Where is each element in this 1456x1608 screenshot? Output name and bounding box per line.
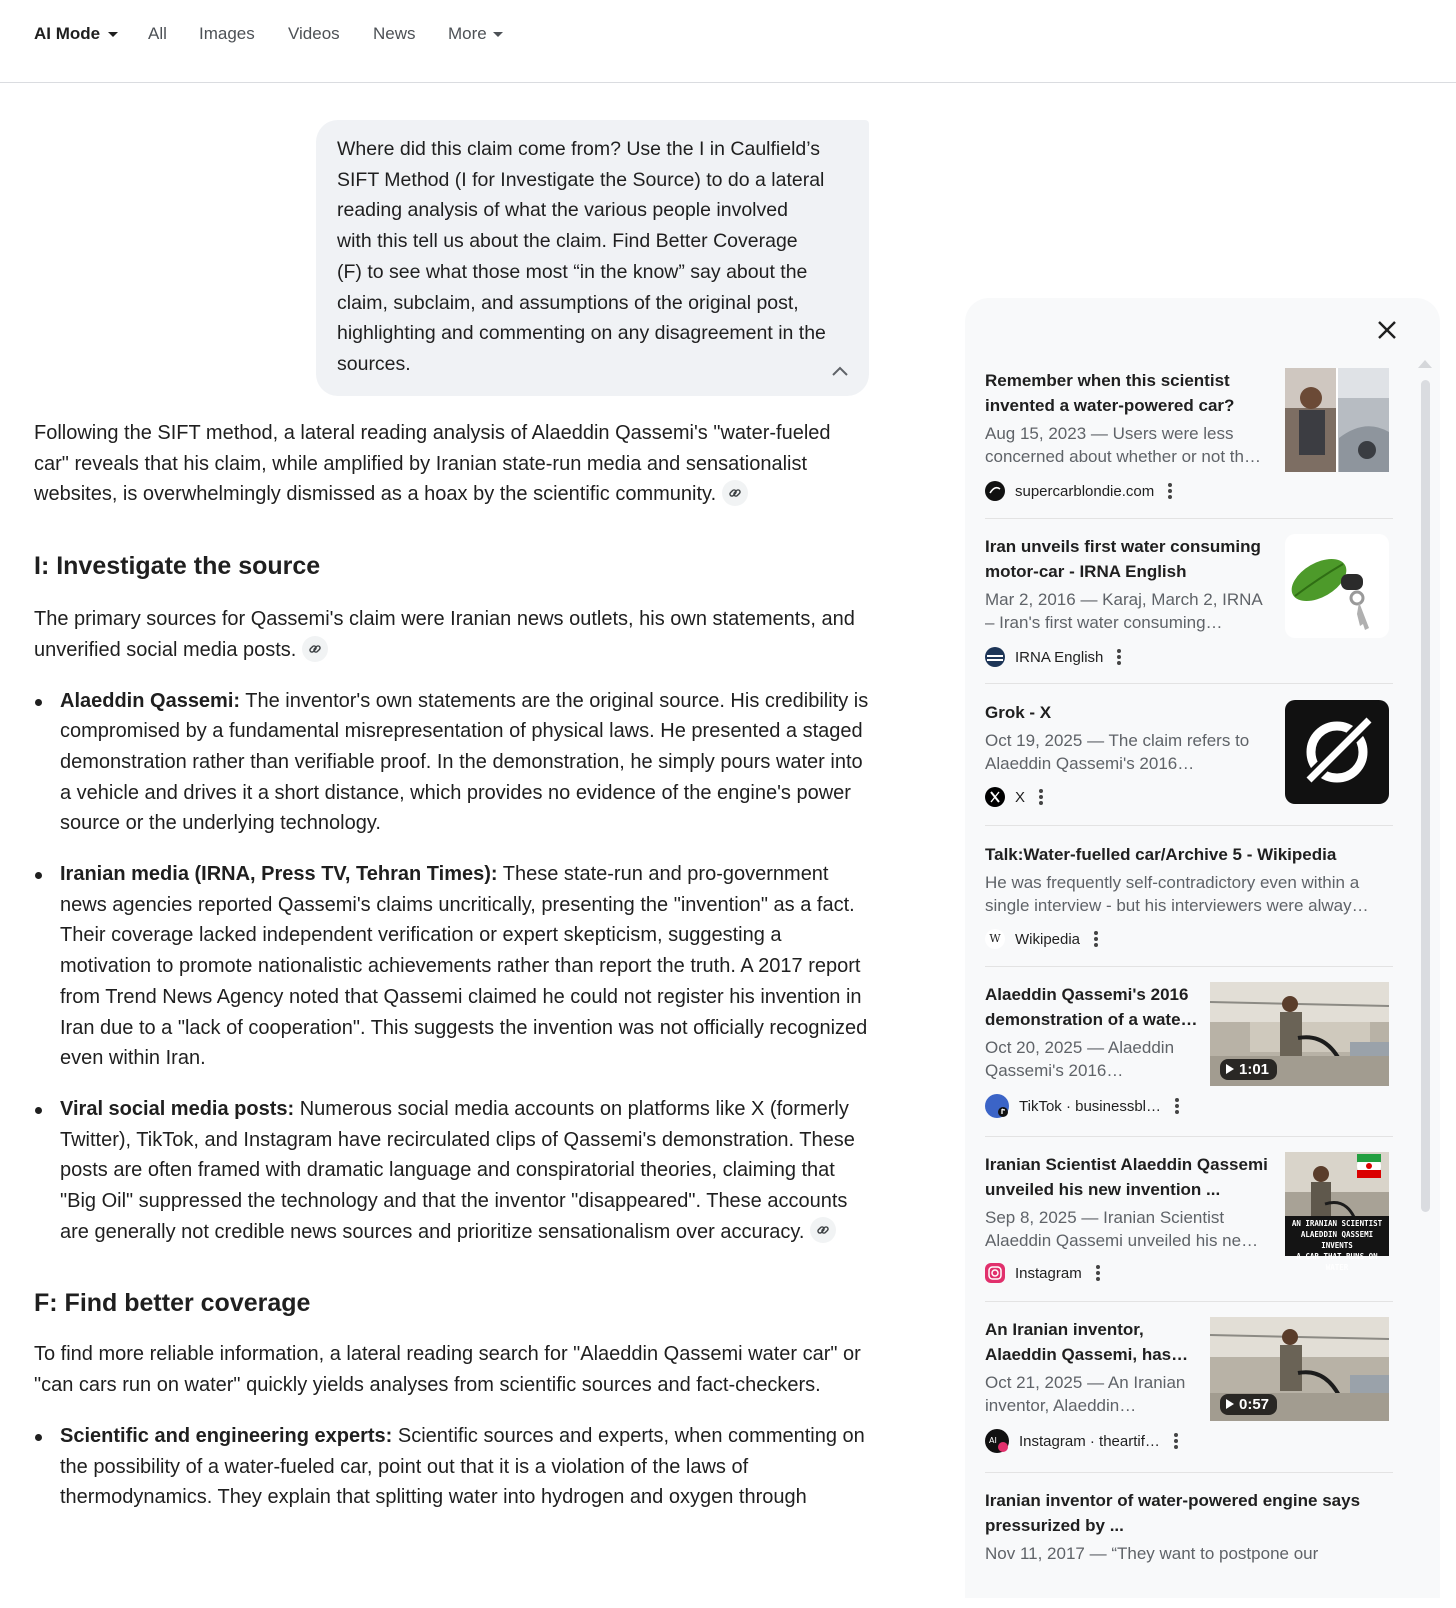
list-item (34, 859, 869, 1074)
answer-intro (34, 418, 869, 510)
sources-panel (965, 298, 1440, 1598)
source-title (985, 534, 1275, 584)
source-title: Grok - X (985, 703, 1052, 722)
instagram-favicon-icon (985, 1263, 1005, 1283)
play-icon (1226, 1399, 1234, 1409)
user-query-bubble (316, 120, 869, 396)
video-duration-badge (1220, 1394, 1277, 1415)
source-title-line: demonstration of a wate… (985, 1010, 1198, 1029)
source-title (985, 1488, 1393, 1538)
source-title-line: motor-car - IRNA English (985, 562, 1187, 581)
video-duration: 1:01 (1239, 1061, 1270, 1078)
section-heading-investigate: I: Investigate the source (34, 552, 321, 581)
link-icon (816, 1223, 830, 1237)
source-snippet-line: He was frequently self-contradictory even within a (985, 873, 1360, 892)
svg-text:AI: AI (989, 1436, 997, 1445)
section-i-bullets (34, 686, 869, 1248)
source-name: supercarblondie.com (1015, 482, 1155, 500)
source-title (985, 1317, 1200, 1367)
bullet-bold: Iranian media (IRNA, Press TV, Tehran Times): (60, 863, 498, 886)
bullet-text: The inventor's own statements are the original source. His credibility is compromised by a fundamental misrepresentation of physical laws. He presented a staged demonstration rather than verifiable proof. In the demonstration, he simply pours water into a vehicle and drives it a short distance, which provides no evidence of the engine's power source or the underlying technology. (60, 689, 869, 835)
source-card-instagram-theartif[interactable] (985, 1317, 1393, 1473)
source-attribution (985, 480, 1172, 502)
video-thumbnail[interactable] (1210, 982, 1389, 1086)
user-query-text: Where did this claim come from? Use the I in Caulfield’s SIFT Method (I for Investigate the Source) to do a lateral reading analysis of what the various people involved with this tell us about the claim. Find Better Coverage (F) to see what those most “in the know” say about the claim, subclaim, and assumptions of the original post, highlighting and commenting on any disagreement in the sources. (337, 138, 826, 375)
source-snippet-line: Oct 20, 2025 — Alaeddin (985, 1038, 1175, 1057)
x-favicon-icon (985, 787, 1005, 807)
source-snippet-line: Oct 19, 2025 — The claim refers to (985, 731, 1250, 750)
irna-favicon-icon (985, 647, 1005, 667)
source-snippet-line: Alaeddin Qassemi unveiled his ne… (985, 1231, 1259, 1250)
source-thumbnail (1285, 1152, 1389, 1272)
source-attribution (985, 1262, 1100, 1284)
source-card-supercarblondie[interactable] (985, 368, 1393, 519)
section-heading-better-coverage: F: Find better coverage (34, 1289, 311, 1318)
play-icon (1226, 1064, 1234, 1074)
source-card-tiktok[interactable] (985, 982, 1393, 1137)
section-f-lead: To find more reliable information, a lateral reading search for "Alaeddin Qassemi water car" or "can cars run on water" quickly yields analyses from scientific sources and fact-checkers. (34, 1343, 861, 1397)
link-icon (308, 642, 322, 656)
more-vert-icon[interactable] (1096, 1265, 1100, 1281)
tab-ai-mode-label: AI Mode (34, 24, 101, 43)
source-title (985, 368, 1275, 418)
list-item (34, 686, 869, 840)
tab-all-label: All (148, 24, 167, 43)
section-i-lead-text: The primary sources for Qassemi's claim were Iranian news outlets, his own statements, and unverified social media posts. (34, 608, 855, 661)
tab-videos-label: Videos (288, 24, 340, 43)
source-snippet (985, 422, 1275, 468)
source-snippet-line: Sep 8, 2025 — Iranian Scientist (985, 1208, 1225, 1227)
list-item (34, 1094, 869, 1248)
thumbnail-caption-line: AN IRANIAN SCIENTIST (1291, 1219, 1383, 1228)
source-attribution (985, 1095, 1179, 1117)
source-title: Talk:Water-fuelled car/Archive 5 - Wikipedia (985, 845, 1337, 864)
source-snippet (985, 871, 1393, 917)
source-snippet-line: Alaeddin Qassemi's 2016… (985, 754, 1195, 773)
ai-answer (34, 418, 869, 1513)
source-title (985, 982, 1200, 1032)
tab-more-label: More (448, 24, 487, 43)
source-card-irna[interactable] (985, 534, 1393, 684)
supercarblondie-favicon-icon (985, 481, 1005, 501)
thumbnail-caption (1285, 1218, 1389, 1273)
source-card-instagram[interactable] (985, 1152, 1393, 1302)
more-vert-icon[interactable] (1168, 483, 1172, 499)
source-name: TikTok · businessbl… (1019, 1097, 1161, 1115)
answer-intro-text: Following the SIFT method, a lateral reading analysis of Alaeddin Qassemi's "water-fueled car" reveals that his claim, while amplified by Iranian state-run media and sensationalist websites, is overwhelmingly dismissed as a hoax by the scientific community. (34, 422, 831, 506)
video-duration-badge (1220, 1059, 1277, 1080)
source-snippet (985, 1371, 1200, 1417)
source-snippet-line: Mar 2, 2016 — Karaj, March 2, IRNA (985, 590, 1263, 609)
source-snippet (985, 1036, 1200, 1082)
source-name: X (1015, 788, 1026, 806)
tab-images-label: Images (199, 24, 255, 43)
section-i-lead (34, 604, 869, 665)
chevron-up-icon[interactable] (829, 360, 851, 382)
citation-link-button[interactable] (810, 1217, 836, 1243)
source-attribution (985, 786, 1043, 808)
search-tabs-bar (0, 0, 1456, 83)
source-title (985, 1152, 1275, 1202)
source-name: IRNA English (1015, 648, 1104, 666)
source-title-line: invented a water-powered car? (985, 396, 1235, 415)
video-thumbnail[interactable] (1210, 1317, 1389, 1421)
source-snippet-line: – Iran's first water consuming… (985, 613, 1223, 632)
grok-logo-thumbnail (1285, 700, 1389, 804)
tab-more[interactable] (448, 22, 503, 46)
bullet-text: Scientific sources and experts, when commenting on the possibility of a water-fueled car, point out that it is a violation of the laws of thermodynamics. They explain that splitting water into hydrogen and oxygen through (60, 1424, 865, 1509)
source-snippet-line: Aug 15, 2023 — Users were less (985, 424, 1234, 443)
chevron-down-icon (108, 32, 118, 37)
bullet-bold: Scientific and engineering experts: (60, 1424, 393, 1447)
source-name: Wikipedia (1015, 930, 1081, 948)
source-title-line: Alaeddin Qassemi's 2016 (985, 985, 1189, 1004)
more-vert-icon[interactable] (1174, 1433, 1178, 1449)
tab-videos[interactable] (288, 22, 340, 46)
wikipedia-favicon-icon: W (985, 929, 1005, 949)
more-vert-icon[interactable] (1175, 1098, 1179, 1114)
source-card-wikipedia[interactable] (985, 842, 1393, 967)
source-snippet: Nov 11, 2017 — “They want to postpone our (985, 1544, 1319, 1563)
citation-link-button[interactable] (302, 636, 328, 662)
tab-news-label: News (373, 24, 416, 43)
source-title-line: Remember when this scientist (985, 371, 1230, 390)
close-icon[interactable] (1375, 318, 1399, 342)
source-snippet (985, 1206, 1275, 1252)
thumbnail-caption-line: A CAR THAT RUNS ON WATER (1296, 1252, 1378, 1272)
source-card-x[interactable] (985, 700, 1393, 826)
source-name: Instagram · theartif… (1019, 1432, 1160, 1450)
chevron-down-icon (493, 32, 503, 37)
source-snippet-line: single interview - but his interviewers were alway… (985, 896, 1369, 915)
source-thumbnail (1285, 534, 1389, 638)
theartif-favicon-icon (985, 1429, 1009, 1453)
bullet-bold: Alaeddin Qassemi: (60, 689, 241, 712)
tab-images[interactable] (199, 22, 255, 46)
panel-scrollbar[interactable] (1421, 380, 1430, 1212)
source-attribution (985, 928, 1098, 950)
bullet-text: These state-run and pro-government news agencies reported Qassemi's claims uncritically, presenting the "invention" as a fact. Their coverage lacked independent verification or expert skepticism, suggesting a motivation to promote nationalistic achievements rather than report the truth. A 2017 report from Trend News Agency noted that Qassemi claimed he could not register his invention in Iran due to a "lack of cooperation". This suggests the invention was not officially recognized even within Iran. (60, 863, 868, 1070)
scroll-up-arrow-icon[interactable] (1418, 360, 1432, 368)
more-vert-icon[interactable] (1039, 789, 1043, 805)
source-attribution (985, 1430, 1178, 1452)
source-title-line: Iran unveils first water consuming (985, 537, 1261, 556)
bullet-text: Numerous social media accounts on platforms like X (formerly Twitter), TikTok, and Instagram have recirculated clips of Qassemi's demonstration. These posts are often framed with dramatic language and conspiratorial theories, claiming that "Big Oil" suppressed the technology and that the inventor "disappeared". These accounts are generally not credible news sources and prioritize sensationalism over accuracy. (60, 1097, 855, 1243)
source-snippet-line: Qassemi's 2016… (985, 1061, 1124, 1080)
tab-all[interactable] (148, 22, 167, 46)
section-f-bullets (34, 1421, 869, 1513)
source-snippet (985, 588, 1275, 634)
tab-ai-mode[interactable] (34, 22, 118, 46)
source-snippet-line: concerned about whether or not th… (985, 447, 1261, 466)
source-name: Instagram (1015, 1264, 1082, 1282)
source-card-water-engine[interactable] (985, 1488, 1393, 1608)
source-title-line: pressurized by ... (985, 1516, 1124, 1535)
source-snippet-line: Oct 21, 2025 — An Iranian (985, 1373, 1186, 1392)
source-attribution (985, 646, 1121, 668)
source-snippet (985, 729, 1275, 775)
source-title-line: unveiled his new invention ... (985, 1180, 1221, 1199)
video-duration: 0:57 (1239, 1396, 1270, 1413)
source-title-line: An Iranian inventor, (985, 1320, 1144, 1339)
bullet-bold: Viral social media posts: (60, 1097, 295, 1120)
source-thumbnail (1285, 368, 1389, 472)
more-vert-icon[interactable] (1117, 649, 1121, 665)
list-item (34, 1421, 869, 1513)
source-title-line: Alaeddin Qassemi, has… (985, 1345, 1189, 1364)
citation-link-button[interactable] (722, 480, 748, 506)
more-vert-icon[interactable] (1094, 931, 1098, 947)
link-icon (728, 486, 742, 500)
tab-news[interactable] (373, 22, 416, 46)
source-snippet-line: inventor, Alaeddin… (985, 1396, 1137, 1415)
thumbnail-caption-line: ALAEDDIN QASSEMI INVENTS (1300, 1230, 1374, 1250)
source-title-line: Iranian Scientist Alaeddin Qassemi (985, 1155, 1268, 1174)
source-title-line: Iranian inventor of water-powered engine says (985, 1491, 1361, 1510)
tiktok-favicon-icon (985, 1094, 1009, 1118)
